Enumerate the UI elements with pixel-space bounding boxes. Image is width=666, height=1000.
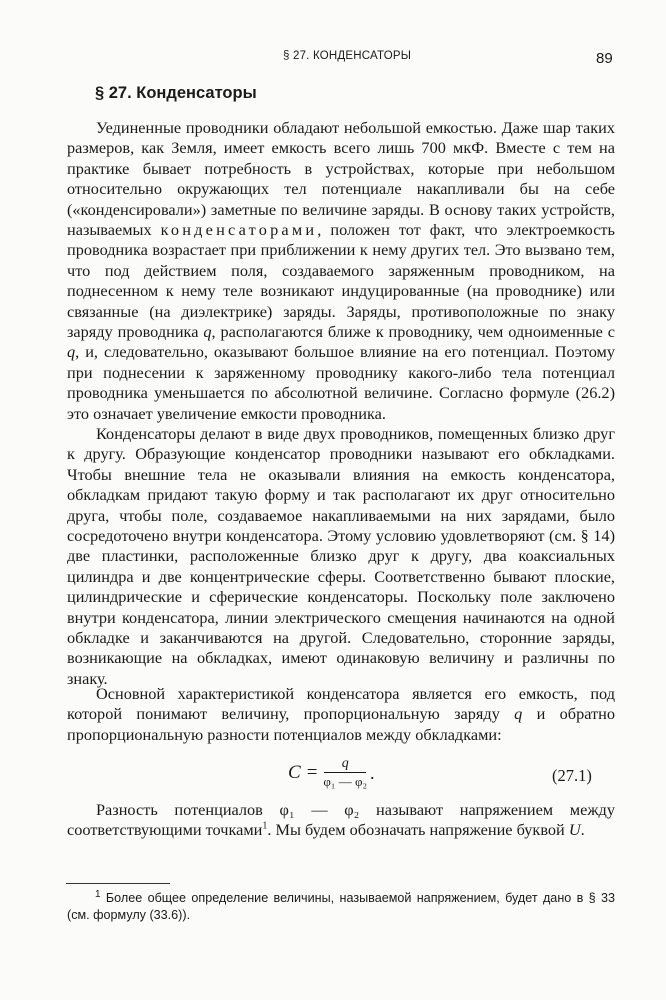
paragraph-4-text-a: Разность потенциалов φ₁ — φ₂ называют напряжением между соответствующими точками bbox=[67, 800, 615, 840]
paragraph-2 bbox=[67, 424, 615, 689]
footnote-text: Более общее определение величины, называемой напряжением, будет дано в § 33 (см. формулу (33.6)). bbox=[67, 891, 615, 922]
formula-fraction bbox=[323, 756, 367, 790]
term-capacitors: конденсаторами bbox=[160, 220, 318, 240]
formula-denominator: φ₁ — φ₂ bbox=[323, 774, 367, 789]
paragraph-2-text: Конденсаторы делают в виде двух проводников, помещенных близко друг к другу. Образующие конденсатор проводники называют его обкладками. Чтобы внешние тела не оказывали влияния на емкость конденсатора, обкладкам придают такую форму и так располагают их друг относительно друга, чтобы поле, создаваемое накапливаемыми на них зарядами, было сосредоточено внутри конденсатора. Этому условию удовлетворяют (см. § 14) две пластинки, расположенные близко друг к другу, два коаксиальных цилиндра и две концентрические сферы. Соответственно бывают плоские, цилиндрические и сферические конденсаторы. Поскольку поле заключено внутри конденсатора, линии электрического смещения начинаются на одной обкладке и заканчиваются на другой. Следовательно, сторонние заряды, возникающие на обкладках, имеют одинаковую величину и различны по знаку. bbox=[67, 424, 615, 688]
page-number: 89 bbox=[596, 50, 613, 67]
formula-equals: = bbox=[306, 762, 318, 783]
formula-lhs: C bbox=[288, 762, 301, 783]
paragraph-1-text-d: , и, следовательно, оказывают большое влияние на его потенциал. Поэтому при поднесении к заряженному проводнику какого-либо тела потенциал проводника уменьшается по абсолютной величине. Согласно формуле (26.2) это означает увеличение емкости проводника. bbox=[67, 342, 615, 423]
paragraph-3-text-a: Основной характеристикой конденсатора является его емкость, под которой понимают величину, пропорциональную заряду bbox=[67, 684, 615, 724]
paragraph-4-text-c: . bbox=[580, 820, 585, 840]
capacitance-formula bbox=[288, 756, 374, 790]
paragraph-1 bbox=[67, 118, 615, 424]
charge-symbol: q bbox=[67, 342, 76, 362]
paragraph-3-text-b: и обратно пропорциональную разности потенциалов между обкладками: bbox=[67, 704, 615, 744]
footnote bbox=[67, 890, 615, 924]
footnote-reference[interactable]: 1 bbox=[262, 820, 268, 832]
formula-number: (27.1) bbox=[552, 766, 592, 785]
section-title: § 27. Конденсаторы bbox=[95, 84, 257, 102]
formula-terminal: . bbox=[369, 762, 375, 783]
formula-numerator: q bbox=[341, 756, 349, 771]
footnote-mark: 1 bbox=[95, 888, 101, 900]
paragraph-1-text-c: , располагаются ближе к проводнику, чем одноименные с bbox=[211, 322, 615, 342]
paragraph-4 bbox=[67, 800, 615, 841]
running-head: § 27. КОНДЕНСАТОРЫ bbox=[283, 50, 412, 62]
paragraph-1-text-a: Уединенные проводники обладают небольшой емкостью. Даже шар таких размеров, как Земля, имеет емкость всего лишь 700 мкФ. Вместе с тем на практике бывает потребность в устройствах, которые при небольшом относительно окружающих тел потенциале накапливали бы на себе («конденсировали») заметные по величине заряды. В основу таких устройств, называемых bbox=[67, 118, 615, 240]
voltage-symbol: U bbox=[568, 820, 581, 840]
charge-symbol: q bbox=[203, 322, 212, 342]
paragraph-1-text-b: , положен тот факт, что электроемкость проводника возрастает при приближении к нему других тел. Это вызвано тем, что под действием поля, создаваемого заряженным проводником, на поднесенном к нему теле возникают индуцированные (на проводнике) или связанные (на диэлектрике) заряды. Заряды, противоположные по знаку заряду проводника bbox=[67, 220, 615, 342]
paragraph-3 bbox=[67, 684, 615, 745]
footnote-divider bbox=[66, 883, 170, 884]
paragraph-4-text-b: . Мы будем обозначать напряжение буквой bbox=[267, 820, 569, 840]
charge-symbol: q bbox=[514, 704, 523, 724]
